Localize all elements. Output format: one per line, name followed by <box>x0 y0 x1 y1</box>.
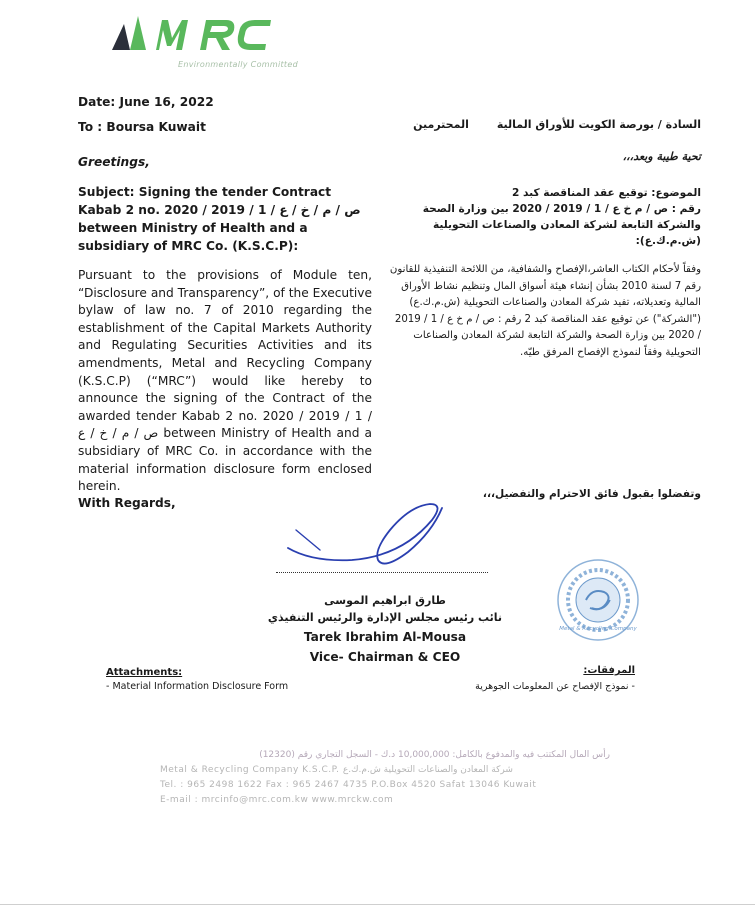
subject-en: Subject: Signing the tender Contract Kabab 2 no. 2020 / 2019 / 1 / ص / م / خ / ع between Ministry of Health and a subsidiary of MRC Co. (K.S.C.P): <box>78 185 361 253</box>
signatory-title-en: Vice- Chairman & CEO <box>309 650 461 664</box>
company-seal-icon <box>556 558 640 642</box>
logo-tagline: Environmentally Committed <box>178 60 298 69</box>
attachments-title-ar: المرفقات: <box>583 665 635 676</box>
footer-web-line: E-mail : mrcinfo@mrc.com.kw www.mrckw.com <box>160 795 394 805</box>
body-ar: وفقاً لأحكام الكتاب العاشر،الإفصاح والشفافية، من اللائحة التنفيذية للقانون رقم 7 لسنة 2010 بشأن إنشاء هيئة أسواق المال وتنظيم نشاط الأوراق المالية وتعديلاته، تفيد شركة المعادن والصناعات التحويلية (ش.م.ك.ع) ("الشركة") عن توقيع عقد المناقصة كبد 2 رقم : ص / م خ ع / 1 / 2019 / 2020 بين وزارة الصحة والشركة التابعة لشركة المعادن والصناعات التحويلية وفقاً لنموذج الإفصاح المرفق طيّه. <box>389 264 701 358</box>
attachment-item-en: - Material Information Disclosure Form <box>106 681 289 692</box>
body-en: Pursuant to the provisions of Module ten, “Disclosure and Transparency”, of the Executive bylaw of law no. 7 of 2010 regarding the establishment of the Capital Markets Authority and Regulating Securities Activities and its amendments, Metal and Recycling Company (K.S.C.P) (“MRC”) would like hereby to announce the signing of the Contract of the awarded tender Kabab 2 no. 2020 / 2019 / 1 / ص / م / خ / ع between Ministry of Health and a subsidiary of MRC Co. in accordance with the material information disclosure form enclosed herein. <box>78 268 372 494</box>
page-bottom-rule <box>0 904 755 905</box>
subject-ar-line: والشركة التابعة لشركة المعادن والصناعات التحويلية (ش.م.ك.ع): <box>432 219 701 247</box>
subject-ar-line: الموضوع: توقيع عقد المناقصة كبد 2 <box>511 187 701 199</box>
handwritten-signature <box>282 490 452 574</box>
footer-contact-line: Tel. : 965 2498 1622 Fax : 965 2467 4735 P.O.Box 4520 Safat 13046 Kuwait <box>160 780 537 790</box>
attachment-item-ar: - نموذج الإفصاح عن المعلومات الجوهرية <box>475 681 635 692</box>
closing-en: With Regards, <box>78 496 176 510</box>
signatory-name-en: Tarek Ibrahim Al-Mousa <box>303 630 467 644</box>
recipient-ar-honorific: المحترمين <box>413 118 469 131</box>
mrc-logo <box>108 6 308 64</box>
recipient-ar-address: السادة / بورصة الكويت للأوراق المالية <box>496 118 701 131</box>
attachments-title-en: Attachments: <box>106 667 183 678</box>
signatory-title-ar: نائب رئيس مجلس الإدارة والرئيس التنفيذي <box>267 611 503 624</box>
letter-recipient: To : Boursa Kuwait <box>78 120 206 134</box>
greeting-ar: تحية طيبة وبعد،،، <box>622 150 701 163</box>
subject-ar-line: رقم : ص / م خ ع / 1 / 2019 / 2020 بين وزارة الصحة <box>422 203 701 215</box>
signature-line <box>276 572 488 573</box>
letter-date: Date: June 16, 2022 <box>78 95 214 109</box>
footer-company-line: Metal & Recycling Company K.S.C.P. شركة المعادن والصناعات التحويلية ش.م.ك.ع <box>160 765 513 775</box>
signatory-en <box>260 627 510 667</box>
svg-text:Metal & Recycling Company: Metal & Recycling Company <box>559 626 637 632</box>
letterhead-footer <box>160 748 610 808</box>
recipient-ar <box>413 118 701 131</box>
signatory-name-ar: طارق ابراهيم الموسى <box>324 594 446 607</box>
footer-capital-line: رأس المال المكتتب فيه والمدفوع بالكامل: 10,000,000 د.ك - السجل التجاري رقم (12320) <box>259 750 610 760</box>
greeting-en: Greetings, <box>78 155 150 169</box>
subject-ar <box>401 185 701 249</box>
signatory-ar <box>260 592 510 626</box>
closing-ar: وتفضلوا بقبول فائق الاحترام والتفضيل،،، <box>482 488 701 500</box>
